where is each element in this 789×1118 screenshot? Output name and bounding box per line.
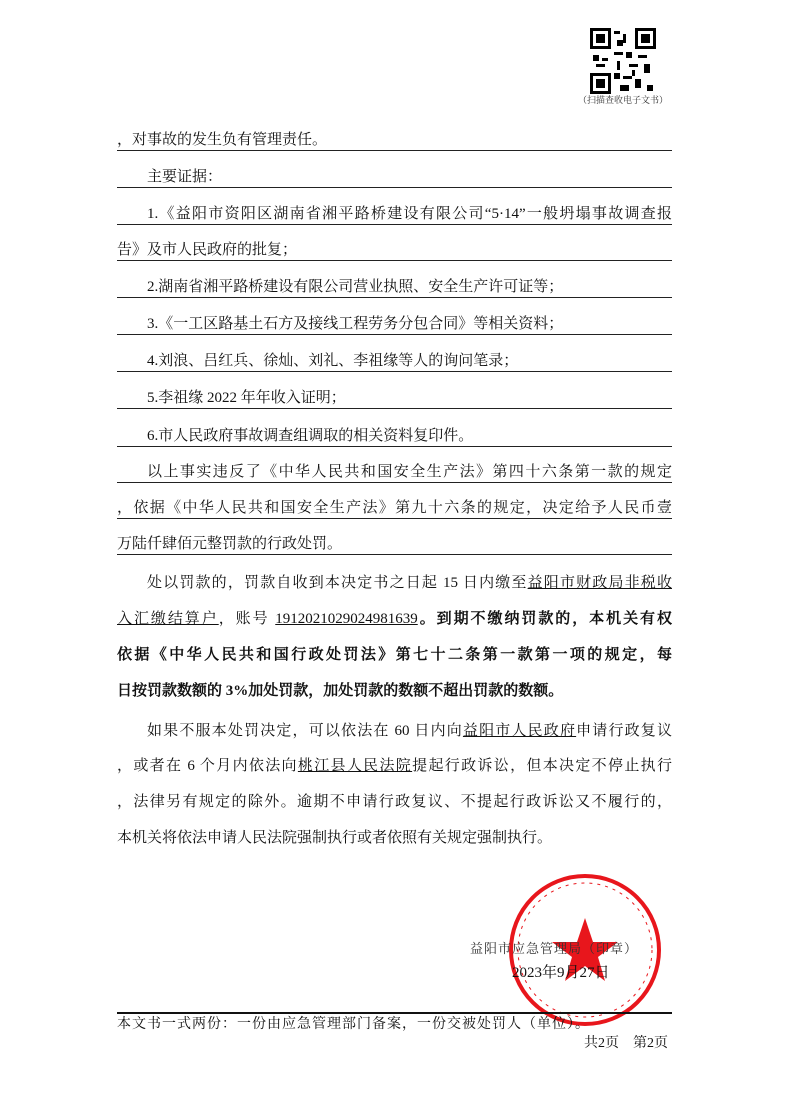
payment-line [117,645,672,665]
payment-line [117,681,672,701]
payment-text: 处以罚款的，罚款自收到本决定书之日起 15 日内缴至 [147,575,528,591]
evidence-heading: 主要证据： [117,167,672,188]
payee-account-name: 益阳市财政局非税收 [527,575,672,591]
evidence-item-1: 1.《益阳市资阳区湖南省湘平路桥建设有限公司“5·14”一般坍塌事故调查报 [117,204,672,225]
appeal-text: 申请行政复议 [576,723,672,739]
decision-line: 以上事实违反了《中华人民共和国安全生产法》第四十六条第一款的规定 [117,462,672,483]
evidence-item-3: 3.《一工区路基土石方及接线工程劳务分包合同》等相关资料； [117,314,672,335]
payment-warning: 。到期不缴纳罚款的，本机关有权 [417,611,672,627]
evidence-item-6: 6.市人民政府事故调查组调取的相关资料复印件。 [117,426,672,447]
payee-account-name-cont: 入汇缴结算户 [117,611,219,627]
appeal-text: ，或者在 6 个月内依法向 [117,758,298,774]
footer-note: 本文书一式两份：一份由应急管理部门备案，一份交被处罚人（单位）。 [117,1017,590,1032]
evidence-item-2: 2.湖南省湘平路桥建设有限公司营业执照、安全生产许可证等； [117,277,672,298]
payment-line [117,573,672,593]
footer-divider [117,1012,672,1014]
signature-date: 2023年9月27日 [512,965,610,981]
payment-warning: 日按罚款数额的 3%加处罚款，加处罚款的数额不超出罚款的数额。 [117,683,564,699]
decision-line: ，依据《中华人民共和国安全生产法》第九十六条的规定，决定给予人民币壹 [117,498,672,519]
account-number: 19120210290249816​39 [275,611,418,627]
payment-warning: 依据《中华人民共和国行政处罚法》第七十二条第一款第一项的规定，每 [117,647,672,663]
appeal-text: 如果不服本处罚决定，可以依法在 60 日内向 [147,723,463,739]
qr-caption: （扫描查收电子文书） [578,95,669,105]
payment-line [117,609,672,629]
evidence-item-5: 5.李祖缘 2022 年年收入证明； [117,388,672,409]
appeal-line: ，法律另有规定的除外。逾期不申请行政复议、不提起行政诉讼又不履行的， [117,794,672,810]
appeal-text: 提起行政诉讼，但本决定不停止执行 [412,758,672,774]
appeal-line [117,756,672,776]
signature-org: 益阳市应急管理局（印章） [470,941,639,956]
evidence-item-4: 4.刘浪、吕红兵、徐灿、刘礼、李祖缘等人的询问笔录； [117,351,672,372]
appeal-line [117,721,672,741]
review-authority: 益阳市人民政府 [462,723,577,739]
qr-code [590,28,656,94]
evidence-item-1-cont: 告》及市人民政府的批复； [117,240,672,261]
page-number: 共2页 第2页 [584,1036,668,1051]
appeal-line: 本机关将依法申请人民法院强制执行或者依照有关规定强制执行。 [117,830,553,846]
payment-text: ，账号 [218,611,276,627]
text-line: ，对事故的发生负有管理责任。 [117,130,672,151]
court-name: 桃江县人民法院 [297,758,413,774]
decision-line: 万陆仟肆佰元整罚款的行政处罚。 [117,534,672,555]
